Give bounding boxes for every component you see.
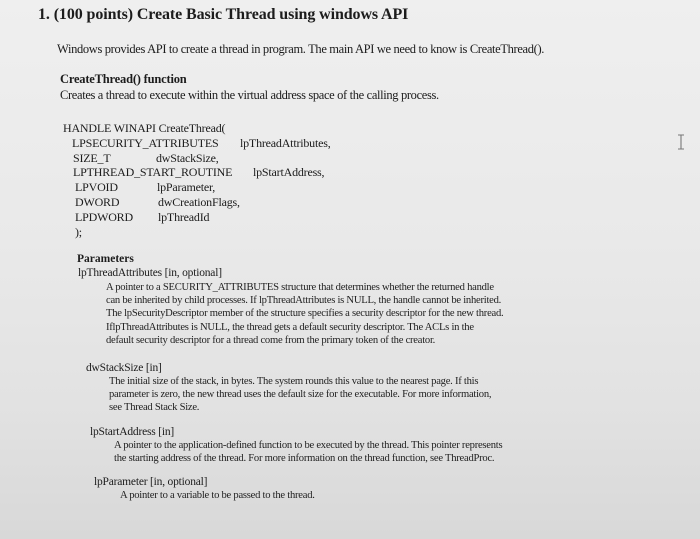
description-line: parameter is zero, the new thread uses the default size for the executable. For more information,	[109, 389, 492, 401]
function-heading: CreateThread() function	[60, 72, 187, 86]
signature-param-name: lpThreadAttributes,	[240, 136, 331, 150]
description-line: can be inherited by child processes. If lpThreadAttributes is NULL, the handle cannot be inherited.	[106, 295, 502, 307]
signature-tail: );	[75, 225, 82, 239]
intro-paragraph: Windows provides API to create a thread in program. The main API we need to know is CreateThread().	[57, 42, 545, 56]
description-line: The initial size of the stack, in bytes. The system rounds this value to the nearest page. If this	[109, 376, 479, 387]
signature-param-name: dwCreationFlags,	[158, 195, 240, 209]
parameter-name: lpThreadAttributes [in, optional]	[78, 267, 222, 279]
parameters-heading: Parameters	[77, 253, 134, 265]
parameter-name: dwStackSize [in]	[86, 362, 162, 374]
description-line: A pointer to a SECURITY_ATTRIBUTES structure that determines whether the returned handle	[106, 282, 494, 293]
description-line: see Thread Stack Size.	[109, 402, 200, 414]
text-cursor-icon	[676, 134, 686, 150]
signature-param-type: LPDWORD	[75, 210, 133, 224]
signature-param-type: SIZE_T	[73, 151, 111, 165]
signature-param-type: LPTHREAD_START_ROUTINE	[73, 165, 233, 179]
description-line: IflpThreadAttributes is NULL, the thread gets a default security descriptor. The ACLs in the	[106, 321, 474, 333]
signature-param-name: dwStackSize,	[156, 151, 219, 165]
description-line: The lpSecurityDescriptor member of the structure specifies a security descriptor for the new thread.	[106, 308, 504, 320]
description-line: A pointer to the application-defined function to be executed by the thread. This pointer represents	[114, 440, 503, 451]
parameter-name: lpStartAddress [in]	[90, 426, 175, 438]
parameter-description	[109, 375, 491, 415]
description-line: default security descriptor for a thread come from the primary token of the creator.	[106, 334, 436, 346]
signature-param-name: lpStartAddress,	[253, 165, 325, 179]
signature-head: HANDLE WINAPI CreateThread(	[63, 121, 226, 135]
signature-param-type: LPSECURITY_ATTRIBUTES	[72, 136, 219, 150]
signature-param-name: lpParameter,	[157, 180, 216, 194]
parameter-description	[106, 281, 503, 347]
signature-param-name: lpThreadId	[158, 210, 210, 224]
parameter-description	[120, 489, 315, 502]
parameter-description	[114, 439, 502, 465]
parameter-name: lpParameter [in, optional]	[94, 476, 208, 488]
description-line: A pointer to a variable to be passed to the thread.	[120, 490, 315, 501]
function-description: Creates a thread to execute within the virtual address space of the calling process.	[60, 88, 439, 102]
signature-param-type: LPVOID	[75, 180, 118, 194]
question-title: 1. (100 points) Create Basic Thread using windows API	[38, 6, 409, 23]
signature-param-type: DWORD	[75, 195, 120, 209]
description-line: the starting address of the thread. For more information on the thread function, see ThreadProc.	[114, 453, 495, 465]
